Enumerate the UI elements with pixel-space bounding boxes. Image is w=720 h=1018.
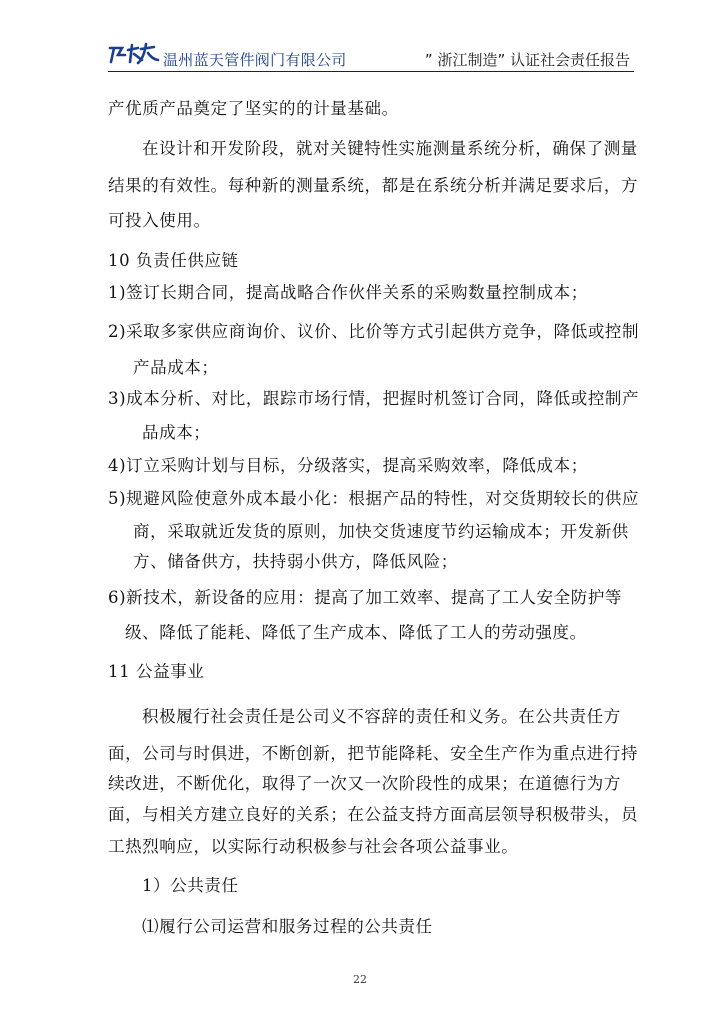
list-item: 6)新技术，新设备的应用：提高了加工效率、提高了工人安全防护等	[108, 588, 623, 607]
list-item-continuation: 品成本；	[142, 423, 211, 442]
list-item: 5)规避风险使意外成本最小化：根据产品的特性，对交货期较长的供应	[108, 489, 640, 508]
page-number: 22	[353, 973, 367, 986]
list-item-continuation: 方、储备供方，扶持弱小供方，降低风险；	[133, 552, 458, 571]
paragraph-line: 产优质产品奠定了坚实的的计量基础。	[108, 99, 399, 118]
paragraph-line: 可投入使用。	[108, 211, 211, 230]
paragraph-line: 续改进，不断优化，取得了一次又一次阶段性的成果；在道德行为方	[108, 774, 621, 793]
section-heading-11: 11 公益事业	[108, 662, 205, 681]
list-item: 3)成本分析、对比，跟踪市场行情，把握时机签订合同，降低或控制产	[108, 389, 640, 408]
page-header	[108, 40, 634, 74]
list-item: 1)签订长期合同，提高战略合作伙伴关系的采购数量控制成本；	[108, 283, 588, 302]
paragraph-line: 面，公司与时俱进，不断创新，把节能降耗、安全生产作为重点进行持	[108, 744, 639, 763]
paragraph-line: 工热烈响应，以实际行动积极参与社会各项公益事业。	[108, 837, 519, 856]
company-name: 温州蓝天管件阀门有限公司	[163, 51, 347, 69]
report-title: ” 浙江制造” 认证社会责任报告	[424, 51, 630, 69]
list-item-continuation: 级、降低了能耗、降低了生产成本、降低了工人的劳动强度。	[125, 623, 587, 642]
list-item: 2)采取多家供应商询价、议价、比价等方式引起供方竞争，降低或控制	[108, 322, 640, 341]
paragraph-line: 结果的有效性。每种新的测量系统，都是在系统分析并满足要求后，方	[108, 176, 639, 195]
section-heading-10: 10 负责任供应链	[108, 251, 239, 270]
paragraph-line: 面，与相关方建立良好的关系；在公益支持方面高层领导积极带头，员	[108, 805, 639, 824]
paragraph-line: 积极履行社会责任是公司义不容辞的责任和义务。在公共责任方	[142, 707, 621, 726]
subsection-heading: 1）公共责任	[142, 876, 239, 895]
subsection-heading: ⑴履行公司运营和服务过程的公共责任	[142, 917, 433, 936]
feitian-logo-icon	[108, 42, 160, 66]
list-item: 4)订立采购计划与目标，分级落实，提高采购效率，降低成本；	[108, 456, 588, 475]
list-item-continuation: 商，采取就近发货的原则，加快交货速度节约运输成本；开发新供	[133, 522, 629, 541]
paragraph-line: 在设计和开发阶段，就对关键特性实施测量系统分析，确保了测量	[142, 139, 638, 158]
header-divider	[108, 71, 634, 72]
list-item-continuation: 产品成本；	[133, 358, 219, 377]
